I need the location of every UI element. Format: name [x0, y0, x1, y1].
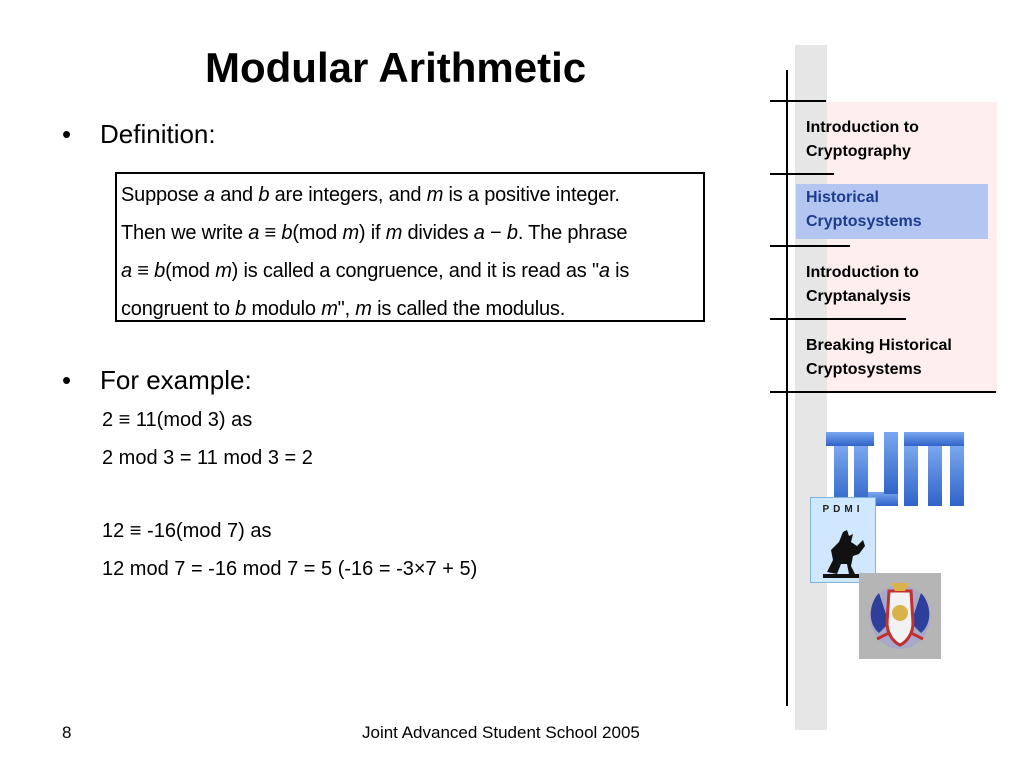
sidebar-item-intro-cryptography[interactable]: Introduction to Cryptography [806, 119, 919, 160]
definition-box [115, 172, 705, 322]
sidebar-item-intro-cryptanalysis[interactable]: Introduction to Cryptanalysis [806, 264, 919, 305]
sidebar-rule [770, 318, 906, 320]
example-line-1: 2 ≡ 11(mod 3) as [102, 409, 253, 431]
definition-line-1: Suppose a and b are integers, and m is a positive integer. [121, 184, 620, 206]
example-label: For example: [100, 365, 252, 395]
sidebar-item-historical-cryptosystems[interactable]: Historical Cryptosystems [796, 184, 988, 239]
sidebar-rule [770, 391, 996, 393]
bullet-marker: • [62, 119, 72, 149]
horse-rider-icon [819, 520, 869, 580]
sidebar-rule [770, 100, 826, 102]
definition-line-3: a ≡ b(mod m) is called a congruence, and it is read as "a is [121, 260, 630, 282]
example-line-4: 12 mod 7 = -16 mod 7 = 5 (-16 = -3×7 + 5) [102, 558, 478, 580]
slide-footer-text: Joint Advanced Student School 2005 [362, 723, 640, 742]
sidebar-rule [770, 173, 834, 175]
pdmi-logo-text: PDMI [822, 504, 864, 515]
coat-of-arms-icon [859, 573, 941, 659]
sidebar-rule [770, 245, 850, 247]
example-line-2: 2 mod 3 = 11 mod 3 = 2 [102, 447, 313, 469]
sidebar-item-breaking-historical[interactable]: Breaking Historical Cryptosystems [806, 337, 952, 378]
definition-label: Definition: [100, 119, 216, 149]
example-line-3: 12 ≡ -16(mod 7) as [102, 520, 272, 542]
sidebar-divider-vertical [786, 70, 788, 706]
slide-page-number: 8 [62, 723, 72, 742]
slide-title: Modular Arithmetic [205, 44, 587, 91]
definition-line-2: Then we write a ≡ b(mod m) if m divides a − b. The phrase [121, 222, 628, 244]
bullet-marker: • [62, 365, 72, 395]
bullet-example [62, 364, 252, 396]
bullet-definition [62, 118, 216, 150]
pdmi-logo [810, 497, 876, 583]
definition-line-4: congruent to b modulo m", m is called the modulus. [121, 298, 566, 320]
